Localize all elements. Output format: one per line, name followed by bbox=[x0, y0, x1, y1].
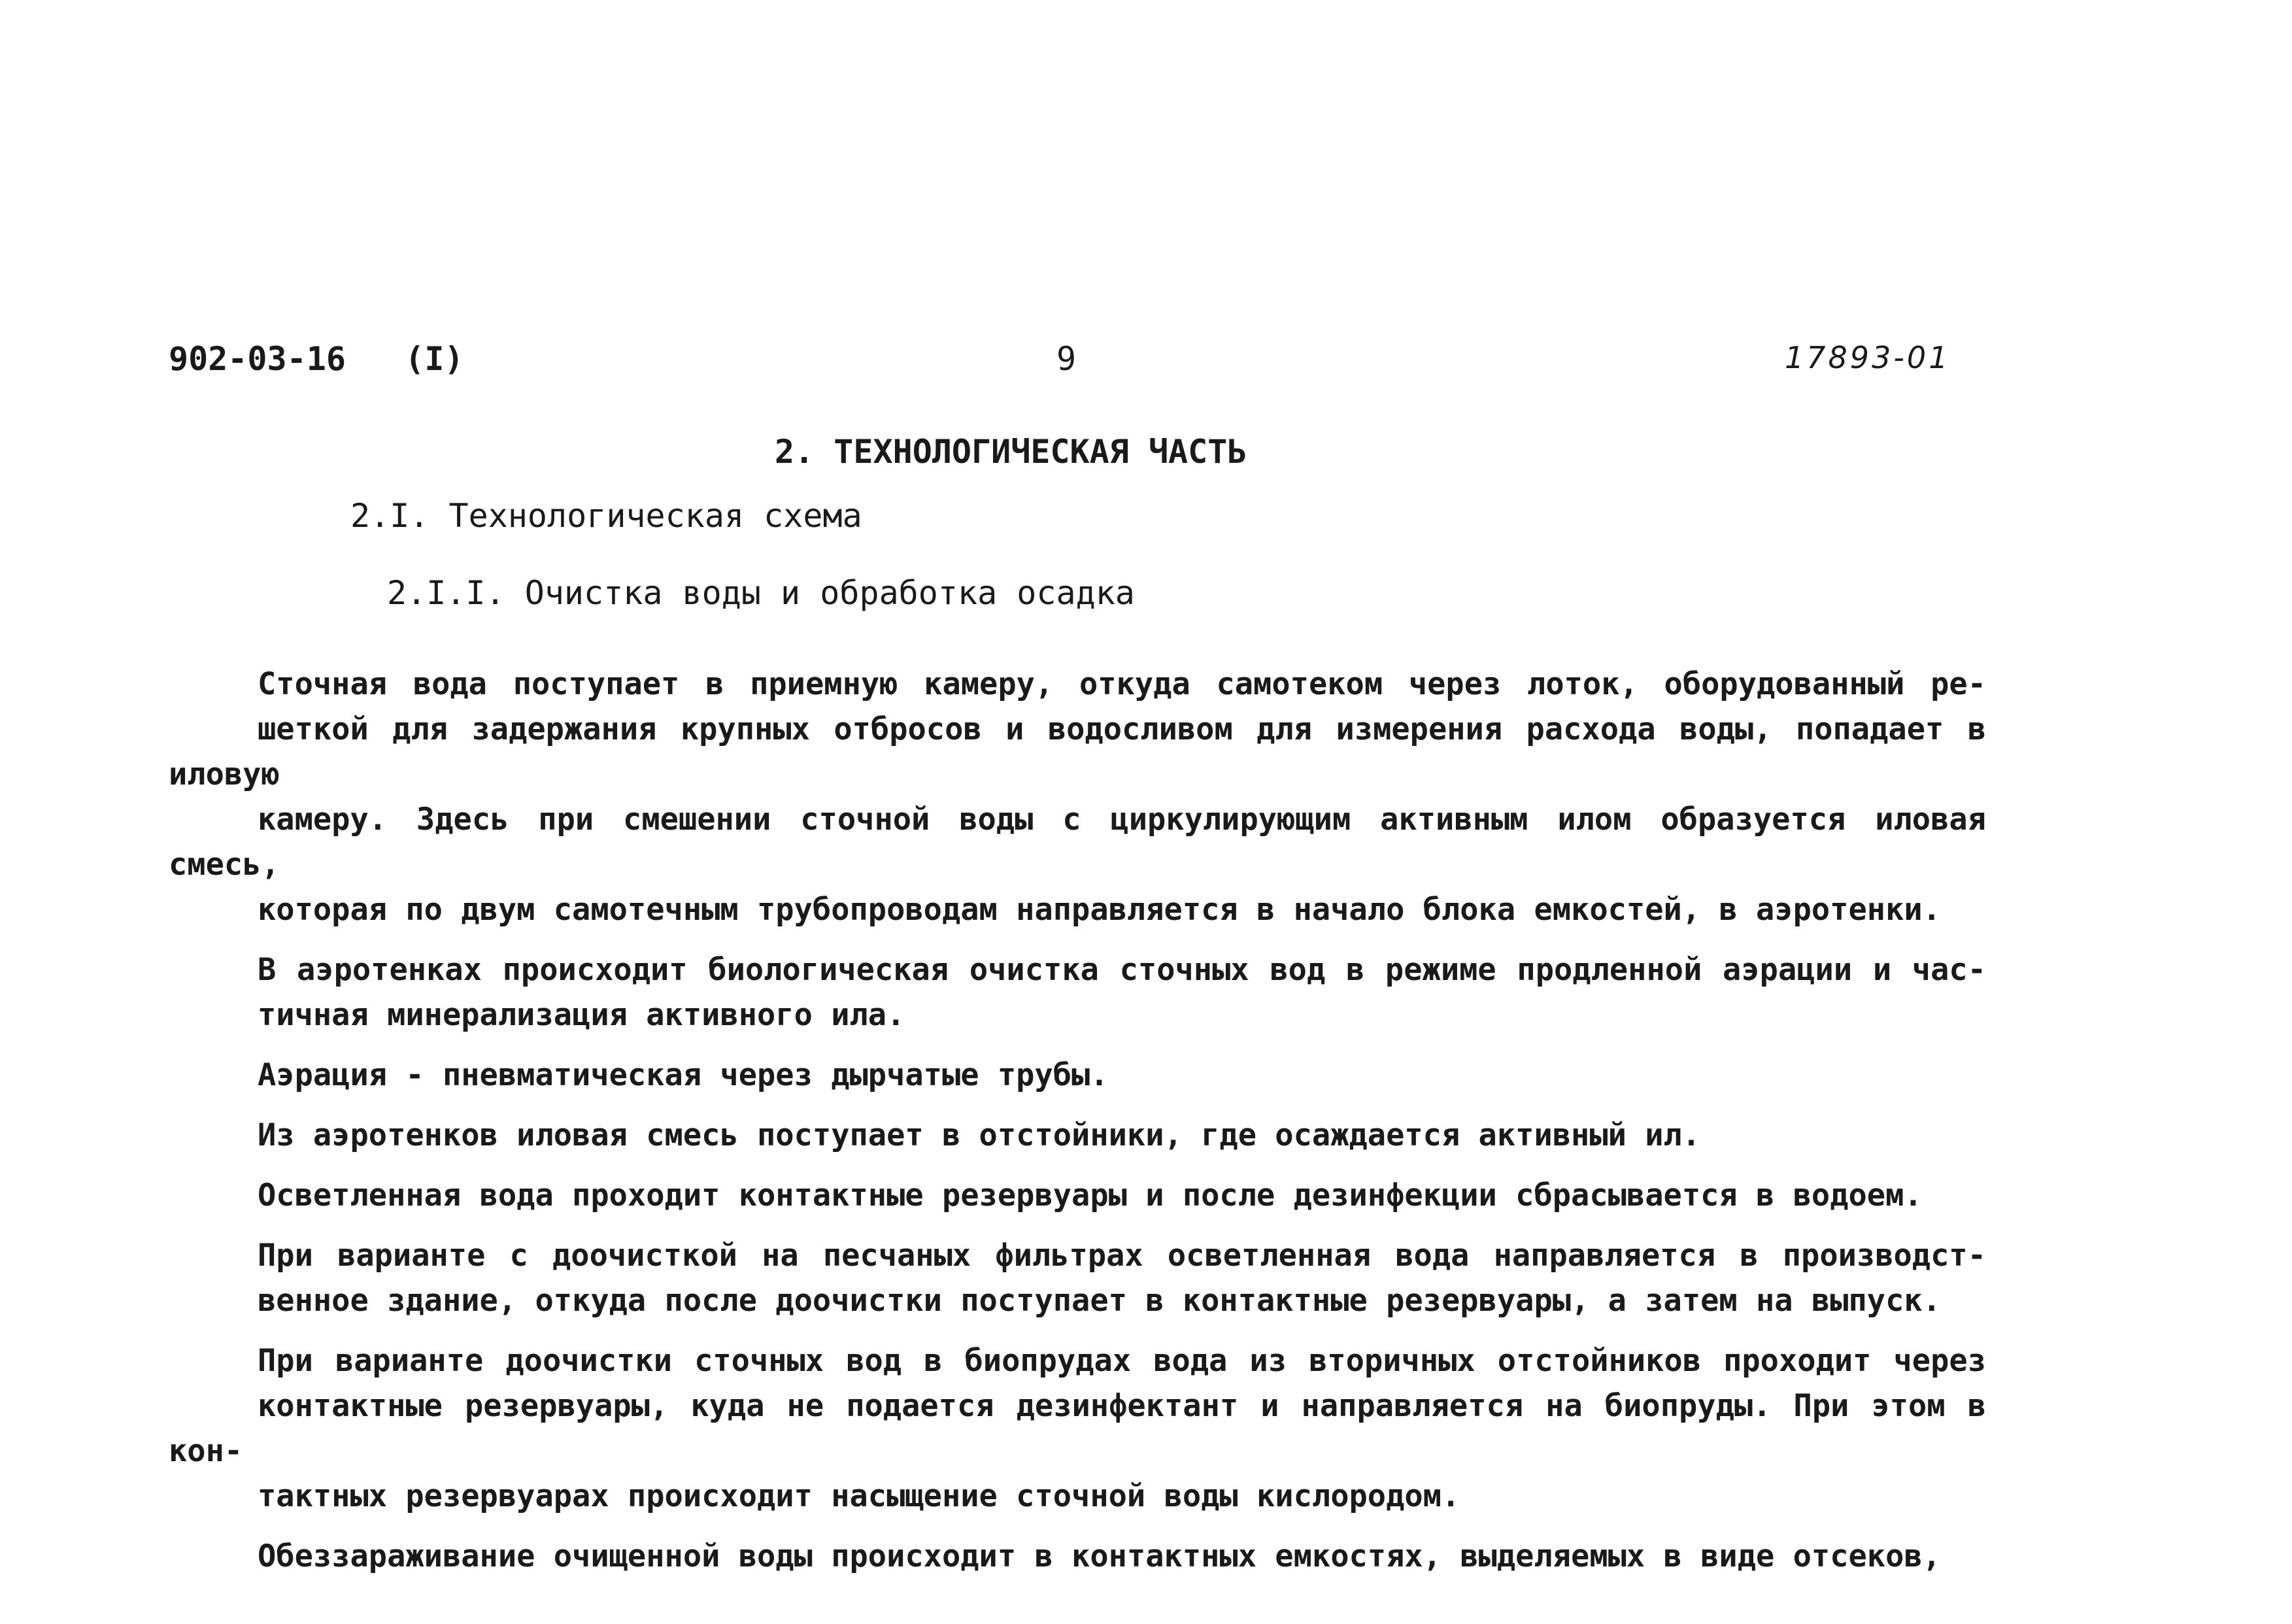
paragraph bbox=[169, 1053, 1986, 1098]
page-number: 9 bbox=[1056, 340, 1077, 378]
paragraph bbox=[169, 1233, 1986, 1323]
paragraph bbox=[169, 1534, 1986, 1579]
inventory-number: 17893-01 bbox=[1785, 340, 1951, 375]
text-line: контактные резервуары, куда не подается дезинфектант и направляется на биопруды. При этом в кон- bbox=[169, 1388, 1986, 1469]
paragraph bbox=[169, 1113, 1986, 1158]
text-line: Осветленная вода проходит контактные резервуары и после дезинфекции сбрасывается в водоем. bbox=[258, 1177, 1923, 1213]
text-line: Из аэротенков иловая смесь поступает в отстойники, где осаждается активный ил. bbox=[258, 1117, 1701, 1153]
paragraph bbox=[169, 1173, 1986, 1218]
text-line: В аэротенках происходит биологическая очистка сточных вод в режиме продленной аэрации и час- bbox=[258, 952, 1986, 988]
paragraph bbox=[169, 947, 1986, 1038]
text-line: венное здание, откуда после доочистки поступает в контактные резервуары, а затем на выпуск. bbox=[258, 1283, 1941, 1319]
text-line: камеру. Здесь при смешении сточной воды с циркулирующим активным илом образуется иловая смесь, bbox=[169, 802, 1986, 883]
body-text bbox=[169, 662, 1986, 1594]
text-line: Аэрация - пневматическая через дырчатые трубы. bbox=[258, 1057, 1109, 1093]
paragraph bbox=[169, 662, 1986, 932]
text-line: При варианте доочистки сточных вод в биопрудах вода из вторичных отстойников проходит через bbox=[258, 1343, 1986, 1379]
text-line: Сточная вода поступает в приемную камеру, откуда самотеком через лоток, оборудованный ре- bbox=[258, 666, 1986, 702]
text-line: тактных резервуарах происходит насыщение сточной воды кислородом. bbox=[258, 1478, 1460, 1514]
text-line: Обеззараживание очищенной воды происходит в контактных емкостях, выделяемых в виде отсеков, bbox=[258, 1538, 1941, 1574]
text-line: тичная минерализация активного ила. bbox=[258, 997, 905, 1033]
document-code: 902-03-16 (I) bbox=[169, 340, 464, 378]
text-line: шеткой для задержания крупных отбросов и водосливом для измерения расхода воды, попадает в иловую bbox=[169, 711, 1986, 792]
subsubsection-title: 2.I.I. Очистка воды и обработка осадка bbox=[387, 574, 1135, 612]
text-line: которая по двум самотечным трубопроводам направляется в начало блока емкостей, в аэротенки. bbox=[258, 892, 1941, 928]
section-title: 2. ТЕХНОЛОГИЧЕСКАЯ ЧАСТЬ bbox=[775, 433, 1247, 471]
subsection-title: 2.I. Технологическая схема bbox=[350, 497, 862, 535]
paragraph bbox=[169, 1338, 1986, 1519]
text-line: При варианте с доочисткой на песчаных фильтрах осветленная вода направляется в производст- bbox=[258, 1238, 1986, 1274]
